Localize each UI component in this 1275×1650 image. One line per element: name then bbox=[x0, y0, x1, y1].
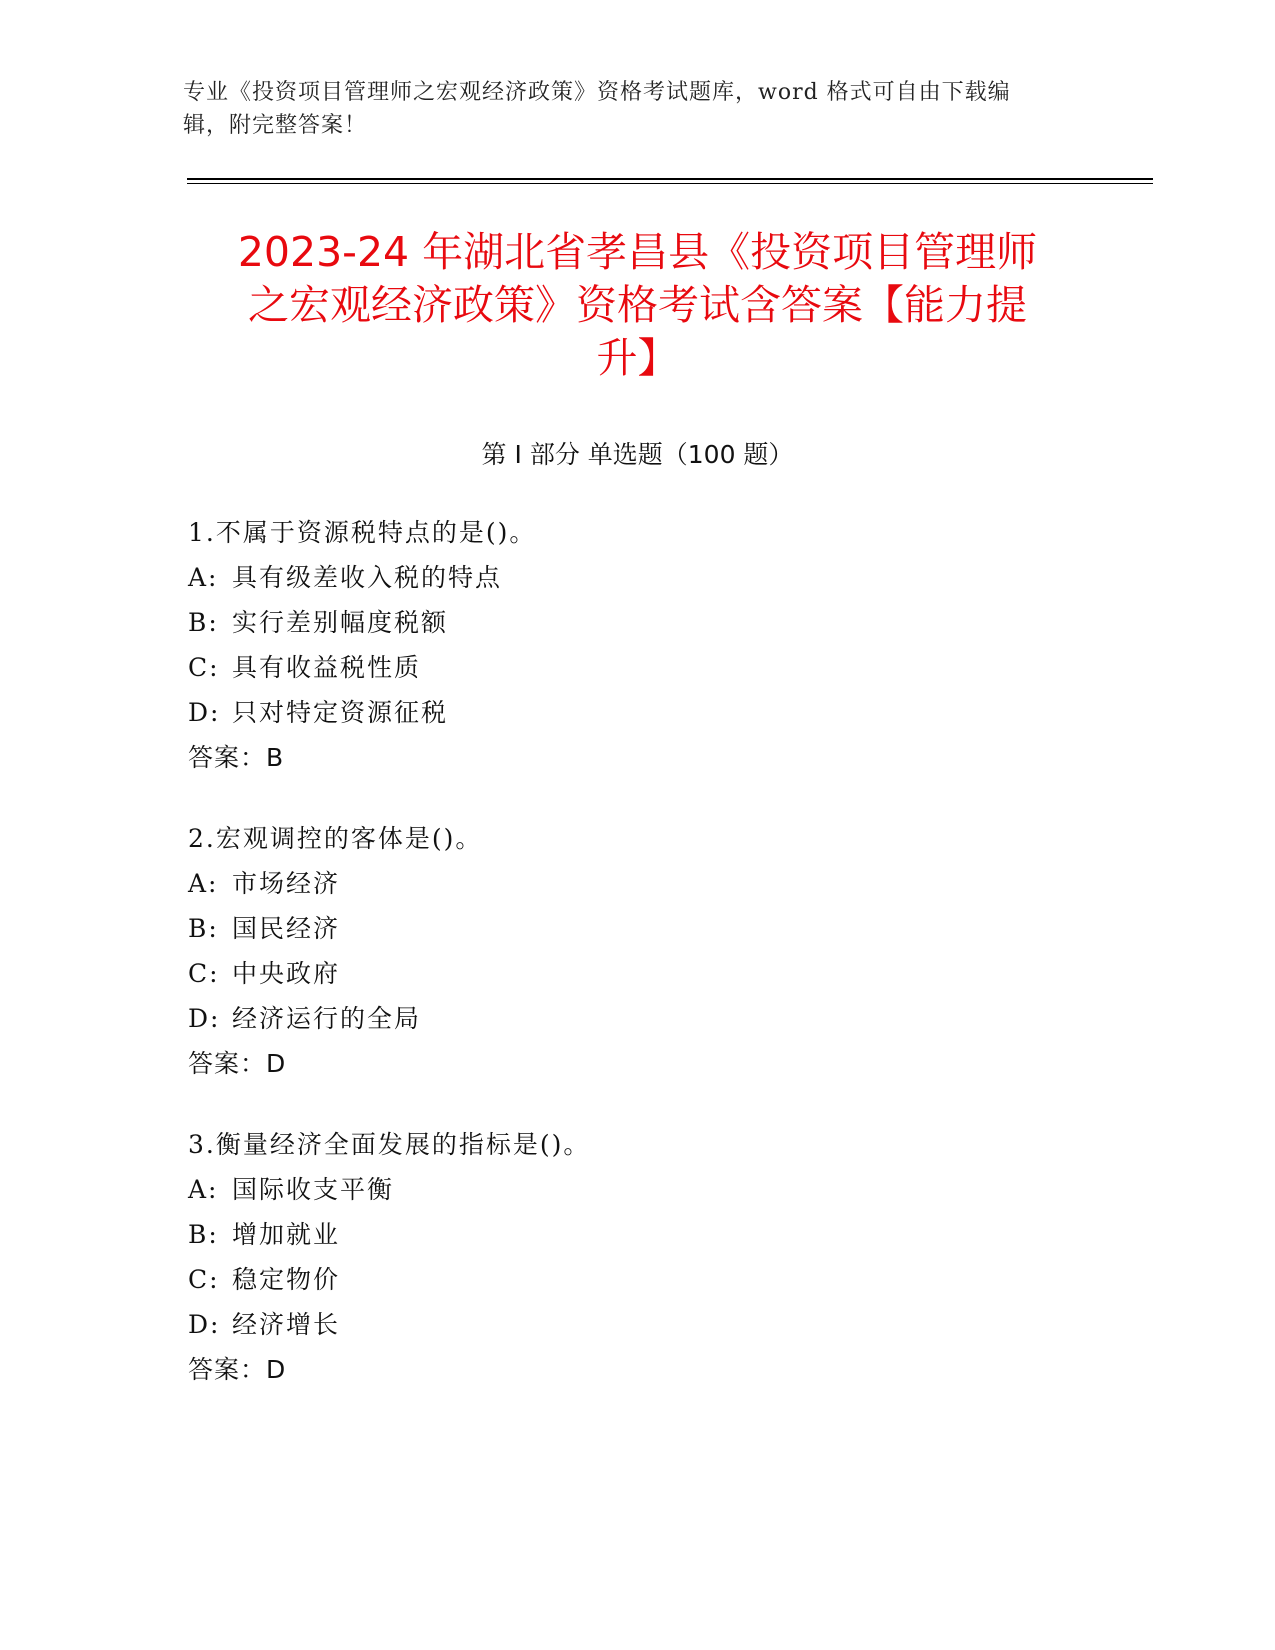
option-text: 中央政府 bbox=[232, 959, 341, 988]
option-text: 实行差别幅度税额 bbox=[232, 608, 449, 637]
option-b bbox=[188, 906, 1148, 951]
option-d bbox=[188, 996, 1148, 1041]
option-text: 具有收益税性质 bbox=[232, 653, 422, 682]
question-1 bbox=[188, 510, 1148, 780]
option-d bbox=[188, 1302, 1148, 1347]
option-text: 稳定物价 bbox=[232, 1265, 341, 1294]
answer-line: 答案：B bbox=[188, 743, 285, 772]
option-b bbox=[188, 600, 1148, 645]
option-key: A: bbox=[188, 869, 219, 898]
question-2 bbox=[188, 816, 1148, 1086]
document-title-line-2: 之宏观经济政策》资格考试含答案【能力提 bbox=[248, 281, 1027, 329]
header-divider-thin bbox=[187, 183, 1153, 184]
section-heading: 第 I 部分 单选题（100 题） bbox=[481, 440, 794, 469]
option-text: 国际收支平衡 bbox=[232, 1175, 395, 1204]
option-b bbox=[188, 1212, 1148, 1257]
document-title-line-1: 2023-24 年湖北省孝昌县《投资项目管理师 bbox=[237, 228, 1038, 276]
option-key: B: bbox=[188, 608, 219, 637]
option-key: D: bbox=[188, 1004, 221, 1033]
header-note-line-2: 辑，附完整答案！ bbox=[183, 113, 368, 138]
option-text: 国民经济 bbox=[232, 914, 341, 943]
option-a bbox=[188, 1167, 1148, 1212]
option-c bbox=[188, 1257, 1148, 1302]
option-c bbox=[188, 951, 1148, 996]
header-note-line-1: 专业《投资项目管理师之宏观经济政策》资格考试题库，word 格式可自由下载编 bbox=[183, 80, 1011, 105]
header-divider-thick bbox=[187, 178, 1153, 180]
answer-line: 答案：D bbox=[188, 1355, 287, 1384]
option-text: 只对特定资源征税 bbox=[232, 698, 449, 727]
question-stem: 2.宏观调控的客体是()。 bbox=[188, 824, 483, 853]
option-key: C: bbox=[188, 653, 220, 682]
option-text: 市场经济 bbox=[232, 869, 341, 898]
document-title bbox=[150, 226, 1125, 385]
answer-line: 答案：D bbox=[188, 1049, 287, 1078]
option-key: C: bbox=[188, 1265, 220, 1294]
option-key: C: bbox=[188, 959, 220, 988]
option-a bbox=[188, 861, 1148, 906]
header-note bbox=[183, 76, 1063, 142]
option-key: D: bbox=[188, 1310, 221, 1339]
option-d bbox=[188, 690, 1148, 735]
option-c bbox=[188, 645, 1148, 690]
document-title-line-3: 升】 bbox=[596, 334, 679, 382]
option-key: D: bbox=[188, 698, 221, 727]
option-a bbox=[188, 555, 1148, 600]
question-stem: 1.不属于资源税特点的是()。 bbox=[188, 518, 537, 547]
option-key: A: bbox=[188, 1175, 219, 1204]
option-text: 具有级差收入税的特点 bbox=[232, 563, 503, 592]
option-key: B: bbox=[188, 1220, 219, 1249]
option-text: 经济增长 bbox=[232, 1310, 341, 1339]
option-text: 经济运行的全局 bbox=[232, 1004, 422, 1033]
question-3 bbox=[188, 1122, 1148, 1392]
option-text: 增加就业 bbox=[232, 1220, 341, 1249]
option-key: A: bbox=[188, 563, 219, 592]
option-key: B: bbox=[188, 914, 219, 943]
question-stem: 3.衡量经济全面发展的指标是()。 bbox=[188, 1130, 591, 1159]
